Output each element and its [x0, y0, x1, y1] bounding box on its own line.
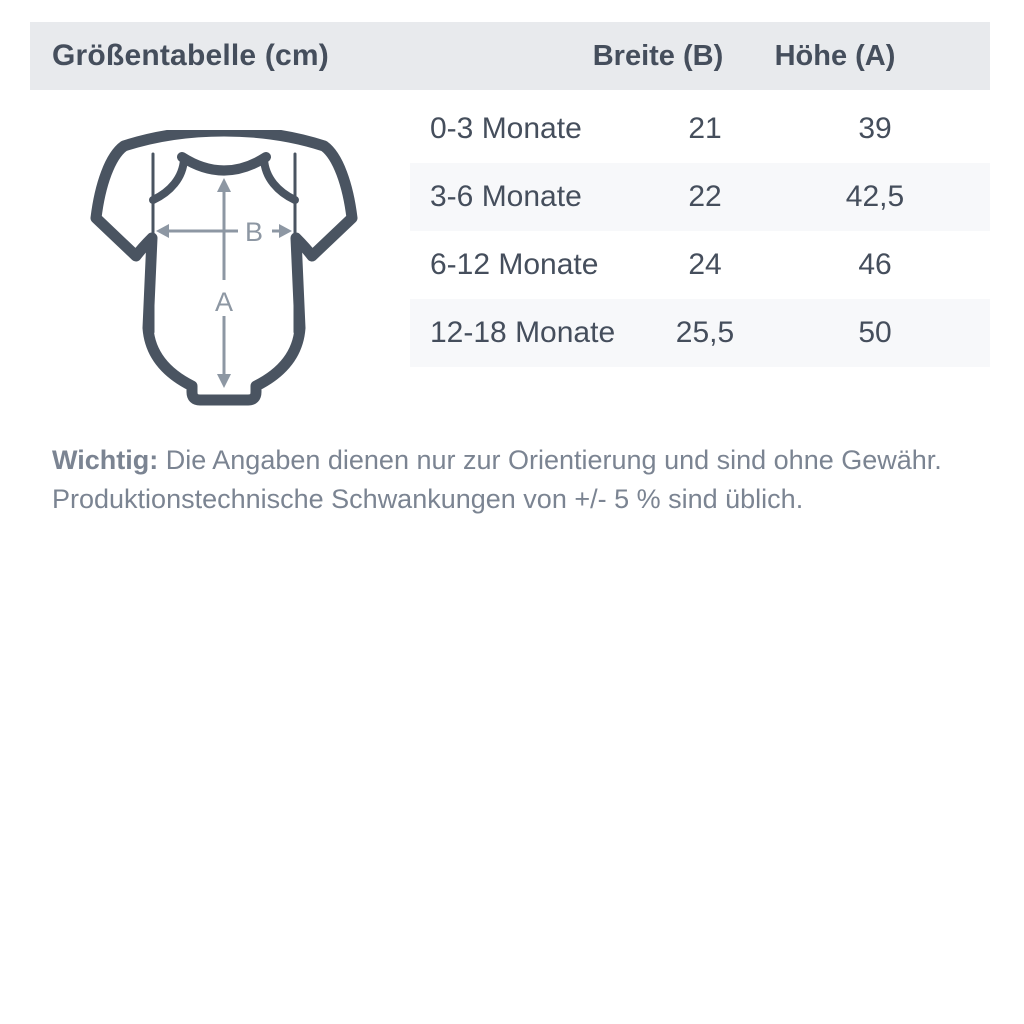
width-value-cell: 24 [688, 248, 722, 281]
height-value-cell: 42,5 [845, 180, 905, 213]
width-arrow-label: B [244, 217, 264, 247]
arrowhead-left-icon [156, 224, 169, 238]
size-label-cell: 3-6 Monate [430, 180, 582, 213]
table-row [410, 299, 990, 367]
width-value-cell: 25,5 [675, 316, 735, 349]
table-row [410, 163, 990, 231]
width-value-cell: 22 [688, 180, 722, 213]
size-label-cell: 0-3 Monate [430, 112, 582, 145]
height-value-cell: 39 [858, 112, 892, 145]
page-title: Größentabelle (cm) [52, 39, 329, 72]
height-value-cell: 50 [858, 316, 892, 349]
disclaimer-line1: Die Angaben dienen nur zur Orientierung und sind ohne Gewähr. [165, 445, 942, 475]
neckline-icon [182, 157, 266, 171]
size-label-cell: 6-12 Monate [430, 248, 599, 281]
disclaimer-line2: Produktionstechnische Schwankungen von +/- 5 % sind üblich. [52, 484, 804, 514]
table-row [410, 95, 990, 163]
disclaimer-lead: Wichtig: [52, 445, 159, 475]
disclaimer [52, 441, 972, 519]
height-arrow-label: A [214, 287, 234, 317]
column-header-height: Höhe (A) [774, 39, 896, 72]
width-value-cell: 21 [688, 112, 722, 145]
left-shoulder-flap-icon [153, 159, 184, 200]
table-row [410, 231, 990, 299]
arrowhead-up-icon [217, 178, 231, 192]
arrowhead-right-icon [279, 224, 292, 238]
arrowhead-down-icon [217, 374, 231, 388]
column-header-width: Breite (B) [592, 39, 724, 72]
height-value-cell: 46 [858, 248, 892, 281]
right-shoulder-flap-icon [264, 159, 295, 200]
size-label-cell: 12-18 Monate [430, 316, 616, 349]
size-table-header [30, 22, 990, 90]
baby-bodysuit-diagram [88, 130, 360, 407]
size-table-body [410, 95, 990, 367]
